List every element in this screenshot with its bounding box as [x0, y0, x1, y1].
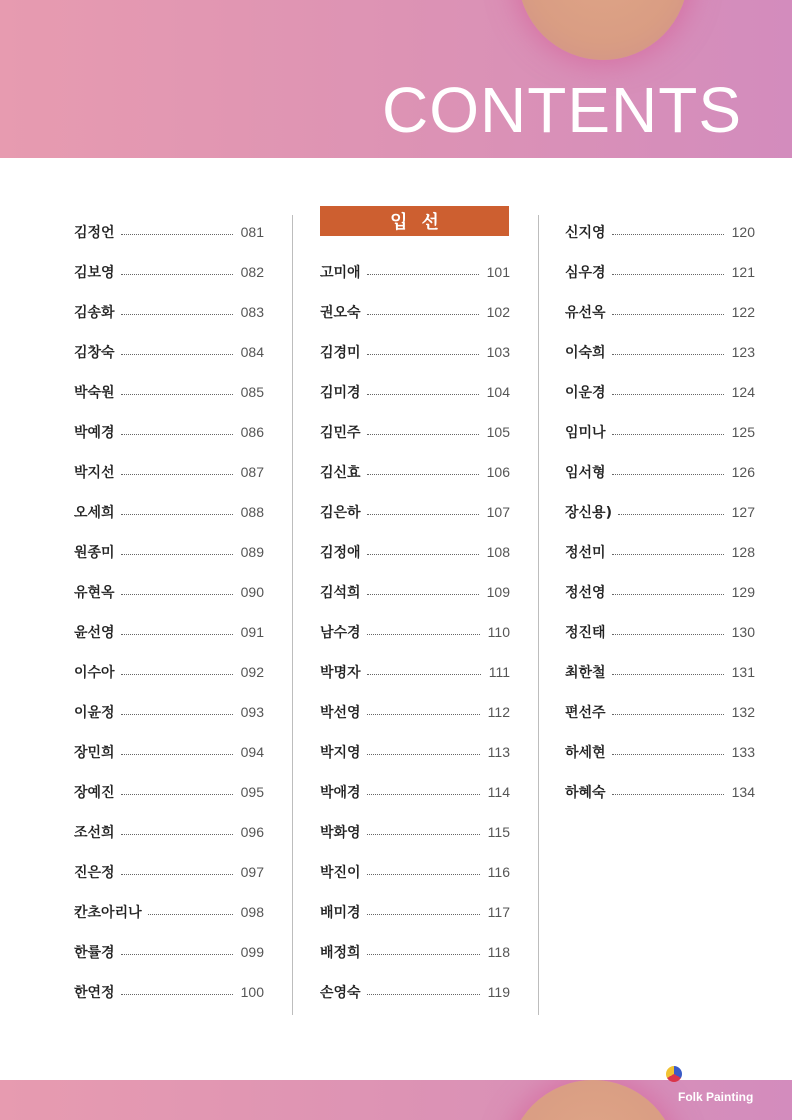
toc-entry[interactable] [320, 532, 510, 572]
toc-entry[interactable] [565, 252, 755, 292]
page-number: 084 [240, 344, 264, 360]
page-number: 104 [486, 384, 510, 400]
artist-name: 배미경 [320, 905, 361, 921]
page-number: 101 [486, 264, 510, 280]
page-number: 124 [731, 384, 755, 400]
artist-name: 이숙희 [565, 345, 606, 361]
toc-entry[interactable] [320, 812, 510, 852]
page-number: 126 [731, 464, 755, 480]
page-number: 110 [487, 624, 510, 640]
toc-entry[interactable] [74, 452, 264, 492]
page-number: 082 [240, 264, 264, 280]
logo-letter: K [628, 1041, 660, 1090]
artist-name: 김보영 [74, 265, 115, 281]
dot-leader [612, 434, 724, 435]
page-number: 119 [487, 984, 510, 1000]
toc-entry[interactable] [320, 492, 510, 532]
dot-leader [367, 994, 480, 995]
artist-name: 김신효 [320, 465, 361, 481]
page-number: 107 [486, 504, 510, 520]
page-number: 116 [487, 864, 510, 880]
dot-leader [121, 234, 233, 235]
artist-name: 박지영 [320, 745, 361, 761]
dot-leader [612, 714, 724, 715]
dot-leader [612, 794, 724, 795]
page-number: 086 [240, 424, 264, 440]
toc-entry[interactable] [74, 812, 264, 852]
dot-leader [612, 234, 724, 235]
artist-name: 박애경 [320, 785, 361, 801]
page-number: 105 [486, 424, 510, 440]
toc-entry[interactable] [320, 972, 510, 1012]
artist-name: 신지영 [565, 225, 606, 241]
page-number: 085 [240, 384, 264, 400]
toc-entry[interactable] [565, 372, 755, 412]
dot-leader [121, 314, 233, 315]
page-number: 114 [487, 784, 510, 800]
dot-leader [121, 514, 233, 515]
artist-name: 박화영 [320, 825, 361, 841]
dot-leader [367, 554, 479, 555]
dot-leader [618, 514, 724, 515]
dot-leader [121, 434, 233, 435]
artist-name: 김정언 [74, 225, 115, 241]
dot-leader [121, 994, 233, 995]
artist-name: 하세현 [565, 745, 606, 761]
toc-entry[interactable] [320, 572, 510, 612]
page-number: 090 [240, 584, 264, 600]
page-number: 117 [487, 904, 510, 920]
artist-name: 고미애 [320, 265, 361, 281]
toc-entry[interactable] [74, 932, 264, 972]
dot-leader [612, 274, 724, 275]
artist-name: 칸초아리나 [74, 905, 142, 921]
dot-leader [367, 874, 480, 875]
header-band [0, 0, 792, 158]
toc-entry[interactable] [565, 412, 755, 452]
dot-leader [367, 434, 479, 435]
toc-entry[interactable] [320, 852, 510, 892]
dot-leader [612, 474, 724, 475]
artist-name: 김정애 [320, 545, 361, 561]
toc-entry[interactable] [74, 652, 264, 692]
toc-entry[interactable] [74, 212, 264, 252]
dot-leader [367, 794, 480, 795]
logo-english-text: Folk Painting [678, 1090, 754, 1104]
toc-entry[interactable] [74, 772, 264, 812]
page-number: 115 [487, 824, 510, 840]
toc-entry[interactable] [320, 932, 510, 972]
toc-entry[interactable] [565, 532, 755, 572]
page-number: 106 [486, 464, 510, 480]
page-number: 098 [240, 904, 264, 920]
page-number: 118 [487, 944, 510, 960]
artist-name: 유선옥 [565, 305, 606, 321]
artist-name: 장신용) [565, 505, 612, 521]
dot-leader [121, 954, 233, 955]
page-number: 121 [731, 264, 755, 280]
dot-leader [612, 314, 724, 315]
artist-name: 윤선영 [74, 625, 115, 641]
toc-entry[interactable] [74, 532, 264, 572]
artist-name: 심우경 [565, 265, 606, 281]
page-number: 128 [731, 544, 755, 560]
dot-leader [121, 394, 233, 395]
artist-name: 남수경 [320, 625, 361, 641]
contents-column-3 [565, 212, 755, 812]
page-title: CONTENTS [382, 74, 742, 146]
page-number: 131 [731, 664, 755, 680]
toc-entry[interactable] [565, 652, 755, 692]
artist-name: 김송화 [74, 305, 115, 321]
toc-entry[interactable] [565, 492, 755, 532]
toc-entry[interactable] [565, 452, 755, 492]
artist-name: 임서형 [565, 465, 606, 481]
artist-name: 정선영 [565, 585, 606, 601]
contents-column-2 [320, 212, 510, 1012]
page-number: 087 [240, 464, 264, 480]
toc-entry[interactable] [74, 852, 264, 892]
artist-name: 정진태 [565, 625, 606, 641]
page-number: 081 [240, 224, 264, 240]
artist-name: 임미나 [565, 425, 606, 441]
toc-entry[interactable] [320, 292, 510, 332]
dot-leader [121, 794, 233, 795]
artist-name: 이운경 [565, 385, 606, 401]
page-number: 125 [731, 424, 755, 440]
artist-name: 이윤정 [74, 705, 115, 721]
dot-leader [121, 594, 233, 595]
dot-leader [367, 474, 479, 475]
dot-leader [612, 354, 724, 355]
dot-leader [367, 954, 480, 955]
artist-name: 최한철 [565, 665, 606, 681]
page-number: 096 [240, 824, 264, 840]
dot-leader [367, 394, 479, 395]
artist-name: 조선희 [74, 825, 115, 841]
dot-leader [367, 674, 481, 675]
dot-leader [148, 914, 233, 915]
dot-leader [612, 634, 724, 635]
toc-entry[interactable] [320, 332, 510, 372]
artist-name: 하혜숙 [565, 785, 606, 801]
k-minhwa-logo [628, 1041, 778, 1108]
dot-leader [121, 274, 233, 275]
page-number: 083 [240, 304, 264, 320]
toc-entry[interactable] [320, 612, 510, 652]
section-heading: 입선 [320, 206, 509, 236]
dot-leader [367, 354, 479, 355]
toc-entry[interactable] [320, 252, 510, 292]
toc-entry[interactable] [74, 252, 264, 292]
artist-name: 박진이 [320, 865, 361, 881]
dot-leader [367, 714, 480, 715]
page-number: 097 [240, 864, 264, 880]
artist-name: 유현옥 [74, 585, 115, 601]
toc-entry[interactable] [565, 692, 755, 732]
page-number: 092 [240, 664, 264, 680]
artist-name: 박명자 [320, 665, 361, 681]
toc-entry[interactable] [74, 292, 264, 332]
dot-leader [367, 634, 480, 635]
page-number: 133 [731, 744, 755, 760]
decorative-circle [518, 0, 688, 60]
toc-entry[interactable] [320, 892, 510, 932]
artist-name: 배정희 [320, 945, 361, 961]
toc-entry[interactable] [74, 732, 264, 772]
page-number: 100 [240, 984, 264, 1000]
dot-leader [612, 394, 724, 395]
dot-leader [612, 554, 724, 555]
artist-name: 편선주 [565, 705, 606, 721]
page-number: 111 [488, 664, 510, 680]
artist-name: 박예경 [74, 425, 115, 441]
toc-entry[interactable] [320, 412, 510, 452]
artist-name: 진은정 [74, 865, 115, 881]
toc-entry[interactable] [74, 332, 264, 372]
page-number: 093 [240, 704, 264, 720]
dot-leader [612, 594, 724, 595]
page-number: 109 [486, 584, 510, 600]
logo-korean-text: 민화 [686, 1045, 741, 1078]
page-number: 088 [240, 504, 264, 520]
page-number: 113 [487, 744, 510, 760]
column-divider [538, 215, 539, 1015]
page-number: 129 [731, 584, 755, 600]
artist-name: 원종미 [74, 545, 115, 561]
toc-entry[interactable] [565, 572, 755, 612]
column-divider [292, 215, 293, 1015]
toc-entry[interactable] [320, 732, 510, 772]
dot-leader [367, 514, 479, 515]
page-number: 127 [731, 504, 755, 520]
artist-name: 김창숙 [74, 345, 115, 361]
artist-name: 손영숙 [320, 985, 361, 1001]
toc-entry[interactable] [74, 612, 264, 652]
artist-name: 김석희 [320, 585, 361, 601]
toc-entry[interactable] [74, 412, 264, 452]
artist-name: 김경미 [320, 345, 361, 361]
artist-name: 장예진 [74, 785, 115, 801]
artist-name: 정선미 [565, 545, 606, 561]
page-number: 094 [240, 744, 264, 760]
artist-name: 오세희 [74, 505, 115, 521]
taegeuk-icon [666, 1066, 682, 1082]
page-number: 089 [240, 544, 264, 560]
dot-leader [121, 634, 233, 635]
page-number: 102 [486, 304, 510, 320]
page-number: 091 [240, 624, 264, 640]
page-number: 123 [731, 344, 755, 360]
dot-leader [121, 554, 233, 555]
toc-entry[interactable] [74, 372, 264, 412]
artist-name: 한연정 [74, 985, 115, 1001]
artist-name: 김미경 [320, 385, 361, 401]
toc-entry[interactable] [565, 612, 755, 652]
page-number: 099 [240, 944, 264, 960]
artist-name: 권오숙 [320, 305, 361, 321]
artist-name: 한률경 [74, 945, 115, 961]
artist-name: 김은하 [320, 505, 361, 521]
page-number: 120 [731, 224, 755, 240]
dot-leader [121, 674, 233, 675]
dot-leader [367, 754, 480, 755]
toc-entry[interactable] [565, 212, 755, 252]
dot-leader [121, 474, 233, 475]
page-number: 103 [486, 344, 510, 360]
toc-entry[interactable] [74, 492, 264, 532]
dot-leader [612, 674, 724, 675]
toc-entry[interactable] [320, 772, 510, 812]
toc-entry[interactable] [320, 652, 510, 692]
toc-entry[interactable] [565, 732, 755, 772]
toc-entry[interactable] [320, 692, 510, 732]
page-number: 122 [731, 304, 755, 320]
contents-column-1 [74, 212, 264, 1012]
toc-entry[interactable] [320, 452, 510, 492]
artist-name: 박지선 [74, 465, 115, 481]
dot-leader [367, 314, 479, 315]
toc-entry[interactable] [565, 772, 755, 812]
toc-entry[interactable] [320, 372, 510, 412]
dot-leader [367, 274, 479, 275]
page-number: 095 [240, 784, 264, 800]
dot-leader [367, 914, 480, 915]
dot-leader [121, 354, 233, 355]
dot-leader [367, 834, 480, 835]
artist-name: 김민주 [320, 425, 361, 441]
artist-name: 박숙원 [74, 385, 115, 401]
dot-leader [367, 594, 479, 595]
artist-name: 장민희 [74, 745, 115, 761]
page-number: 112 [487, 704, 510, 720]
page-number: 130 [731, 624, 755, 640]
page-number: 132 [731, 704, 755, 720]
toc-entry[interactable] [74, 972, 264, 1012]
dot-leader [121, 834, 233, 835]
page-number: 134 [731, 784, 755, 800]
toc-entry[interactable] [74, 572, 264, 612]
page-number: 108 [486, 544, 510, 560]
toc-entry[interactable] [565, 292, 755, 332]
dot-leader [121, 714, 233, 715]
dot-leader [612, 754, 724, 755]
dot-leader [121, 754, 233, 755]
toc-entry[interactable] [565, 332, 755, 372]
toc-entry[interactable] [74, 692, 264, 732]
toc-entry[interactable] [74, 892, 264, 932]
artist-name: 이수아 [74, 665, 115, 681]
dot-leader [121, 874, 233, 875]
artist-name: 박선영 [320, 705, 361, 721]
